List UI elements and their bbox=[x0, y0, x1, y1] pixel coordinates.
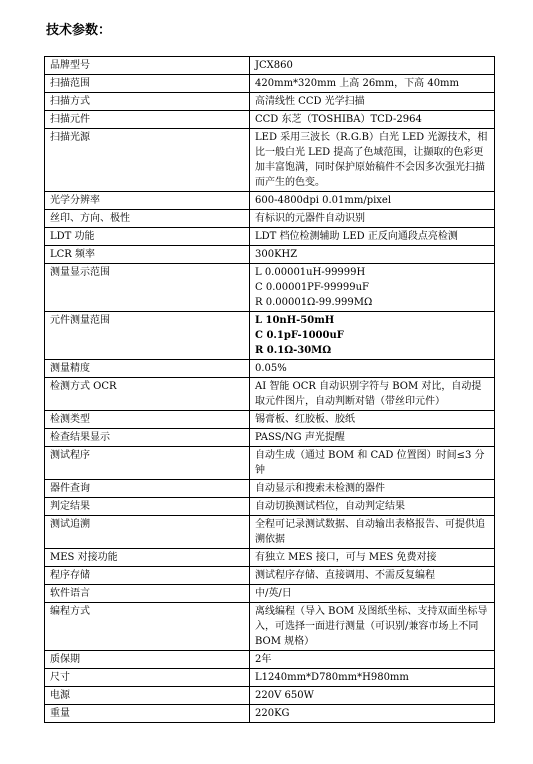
param-value: LED 采用三波长（R.G.B）白光 LED 光源技术，相比一般白光 LED 提高了色域范围，让撷取的色彩更加丰富饱满，同时保护原始稿件不会因多次强光扫描而产生的色变。 bbox=[250, 129, 495, 192]
table-row bbox=[45, 480, 495, 498]
table-row bbox=[45, 585, 495, 603]
param-value: L 10nH-50mH C 0.1pF-1000uF R 0.1Ω-30MΩ bbox=[250, 312, 495, 360]
param-name: 重量 bbox=[45, 705, 250, 723]
param-value: 600-4800dpi 0.01mm/pixel bbox=[250, 192, 495, 210]
param-name: 测试追溯 bbox=[45, 516, 250, 549]
spec-table-body bbox=[45, 57, 495, 723]
table-row bbox=[45, 669, 495, 687]
table-row bbox=[45, 603, 495, 651]
param-name: 编程方式 bbox=[45, 603, 250, 651]
param-name: 测量精度 bbox=[45, 360, 250, 378]
table-row bbox=[45, 111, 495, 129]
param-value: 自动切换测试档位，自动判定结果 bbox=[250, 498, 495, 516]
param-name: 扫描元件 bbox=[45, 111, 250, 129]
param-name: 测试程序 bbox=[45, 447, 250, 480]
param-name: 检查结果显示 bbox=[45, 429, 250, 447]
table-row bbox=[45, 498, 495, 516]
param-name: 扫描范围 bbox=[45, 75, 250, 93]
table-row bbox=[45, 687, 495, 705]
param-name: 光学分辨率 bbox=[45, 192, 250, 210]
param-name: 电源 bbox=[45, 687, 250, 705]
param-value: 220V 650W bbox=[250, 687, 495, 705]
param-name: 品牌型号 bbox=[45, 57, 250, 75]
param-name: 尺寸 bbox=[45, 669, 250, 687]
param-name: 软件语言 bbox=[45, 585, 250, 603]
spec-table bbox=[44, 56, 495, 723]
table-row bbox=[45, 93, 495, 111]
param-name: 扫描光源 bbox=[45, 129, 250, 192]
table-row bbox=[45, 75, 495, 93]
param-value: 离线编程（导入 BOM 及图纸坐标、支持双面坐标导入，可选择一面进行测量（可识别/兼容市场上不同 BOM 规格） bbox=[250, 603, 495, 651]
param-value: AI 智能 OCR 自动识别字符与 BOM 对比，自动提取元件图片，自动判断对错（带丝印元件） bbox=[250, 378, 495, 411]
param-name: 判定结果 bbox=[45, 498, 250, 516]
param-value: PASS/NG 声光提醒 bbox=[250, 429, 495, 447]
param-name: 丝印、方向、极性 bbox=[45, 210, 250, 228]
table-row bbox=[45, 57, 495, 75]
table-row bbox=[45, 129, 495, 192]
param-name: LCR 频率 bbox=[45, 246, 250, 264]
param-value: 高清线性 CCD 光学扫描 bbox=[250, 93, 495, 111]
param-name: MES 对接功能 bbox=[45, 549, 250, 567]
param-value: LDT 档位检测辅助 LED 正反向通段点亮检测 bbox=[250, 228, 495, 246]
table-row bbox=[45, 360, 495, 378]
param-value: 420mm*320mm 上高 26mm，下高 40mm bbox=[250, 75, 495, 93]
param-value: 有标识的元器件自动识别 bbox=[250, 210, 495, 228]
table-row bbox=[45, 192, 495, 210]
param-name: LDT 功能 bbox=[45, 228, 250, 246]
param-value: 中/英/日 bbox=[250, 585, 495, 603]
table-row bbox=[45, 378, 495, 411]
param-name: 元件测量范围 bbox=[45, 312, 250, 360]
param-value: 220KG bbox=[250, 705, 495, 723]
param-name: 程序存储 bbox=[45, 567, 250, 585]
param-name: 扫描方式 bbox=[45, 93, 250, 111]
table-row bbox=[45, 549, 495, 567]
table-row bbox=[45, 447, 495, 480]
param-name: 测量显示范围 bbox=[45, 264, 250, 312]
param-value: L 0.00001uH-99999H C 0.00001PF-99999uF R 0.00001Ω-99.999MΩ bbox=[250, 264, 495, 312]
param-name: 检测方式 OCR bbox=[45, 378, 250, 411]
param-value: JCX860 bbox=[250, 57, 495, 75]
table-row bbox=[45, 228, 495, 246]
param-value: 测试程序存储、直接调用、不需反复编程 bbox=[250, 567, 495, 585]
page-heading: 技术参数： bbox=[46, 23, 112, 38]
param-value: 自动生成（通过 BOM 和 CAD 位置图）时间≤3 分钟 bbox=[250, 447, 495, 480]
param-value: CCD 东芝（TOSHIBA）TCD-2964 bbox=[250, 111, 495, 129]
param-name: 质保期 bbox=[45, 651, 250, 669]
table-row bbox=[45, 264, 495, 312]
table-row bbox=[45, 411, 495, 429]
param-value: 有独立 MES 接口，可与 MES 免费对接 bbox=[250, 549, 495, 567]
table-row bbox=[45, 312, 495, 360]
param-name: 检测类型 bbox=[45, 411, 250, 429]
table-row bbox=[45, 516, 495, 549]
param-value: 全程可记录测试数据、自动输出表格报告、可提供追溯依据 bbox=[250, 516, 495, 549]
table-row bbox=[45, 246, 495, 264]
param-value: 锡膏板、红胶板、胶纸 bbox=[250, 411, 495, 429]
param-name: 器件查询 bbox=[45, 480, 250, 498]
table-row bbox=[45, 705, 495, 723]
table-row bbox=[45, 651, 495, 669]
table-row bbox=[45, 429, 495, 447]
param-value: 2年 bbox=[250, 651, 495, 669]
param-value: 300KHZ bbox=[250, 246, 495, 264]
param-value: L1240mm*D780mm*H980mm bbox=[250, 669, 495, 687]
param-value: 自动显示和搜索未检测的器件 bbox=[250, 480, 495, 498]
param-value: 0.05% bbox=[250, 360, 495, 378]
table-row bbox=[45, 567, 495, 585]
table-row bbox=[45, 210, 495, 228]
